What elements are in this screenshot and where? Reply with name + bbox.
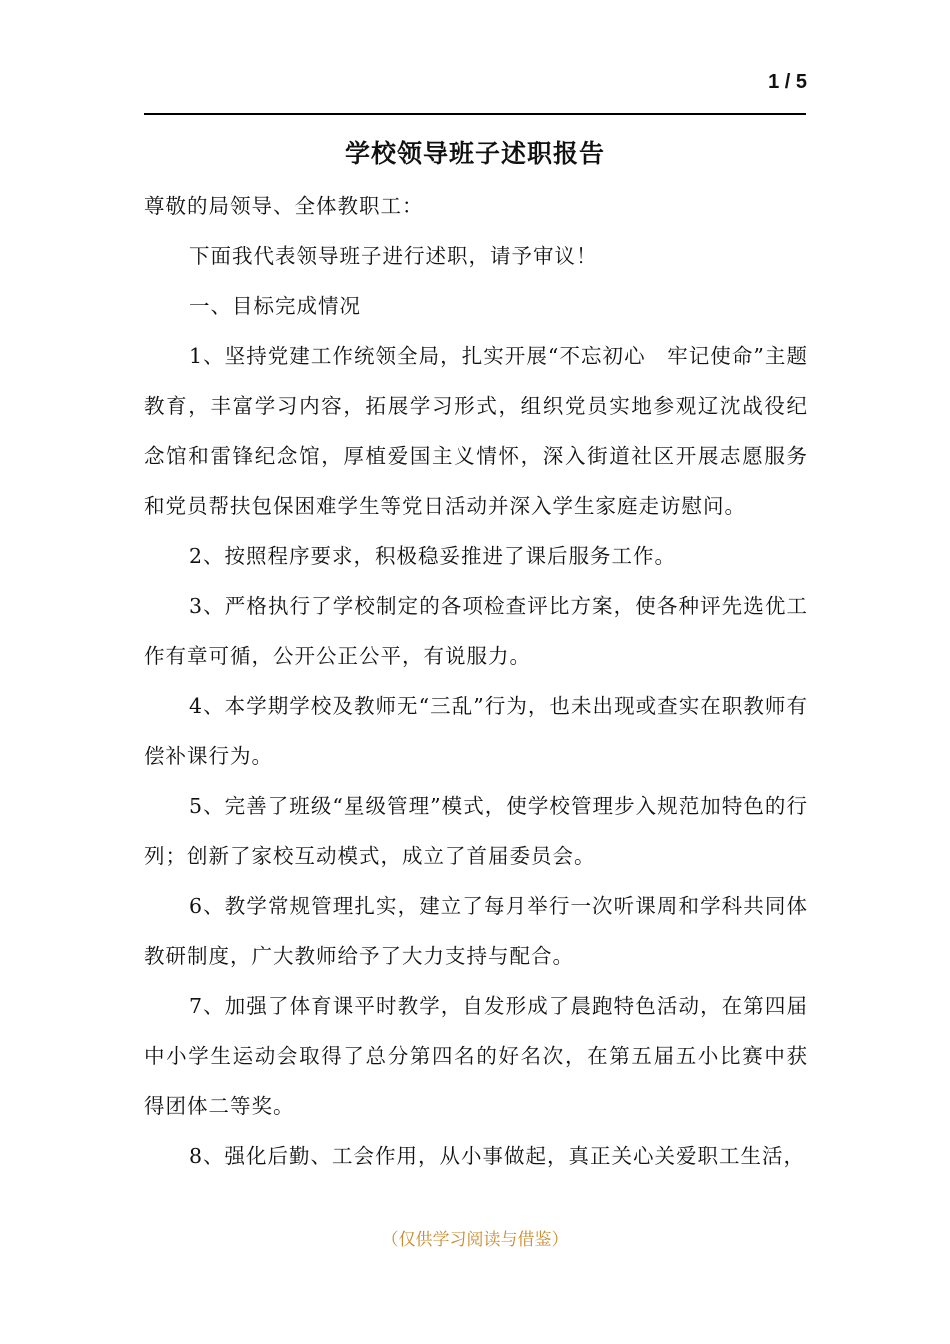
paragraph: 8、强化后勤、工会作用，从小事做起，真正关心关爱职工生活，: [189, 1144, 806, 1168]
footer-note: （仅供学习阅读与借鉴）: [381, 1230, 569, 1250]
header-divider: [144, 113, 806, 115]
paragraph: 2、按照程序要求，积极稳妥推进了课后服务工作。: [189, 544, 677, 568]
paragraph: 5、完善了班级“星级管理”模式，使学校管理步入规范加特色的行列；创新了家校互动模式，成立了首届委员会。: [144, 794, 808, 868]
paragraph: 7、加强了体育课平时教学，自发形成了晨跑特色活动，在第四届中小学生运动会取得了总分第四名的好名次，在第五届五小比赛中获得团体二等奖。: [144, 994, 808, 1118]
page-number: 1 / 5: [768, 71, 807, 93]
paragraph: 4、本学期学校及教师无“三乱”行为，也未出现或查实在职教师有偿补课行为。: [144, 694, 808, 768]
document-title: 学校领导班子述职报告: [344, 139, 605, 168]
paragraph: 1、坚持党建工作统领全局，扎实开展“不忘初心 牢记使命”主题教育，丰富学习内容，拓展学习形式，组织党员实地参观辽沈战役纪念馆和雷锋纪念馆，厚植爱国主义情怀，深入街道社区开展志愿服务和党员帮扶包保困难学生等党日活动并深入学生家庭走访慰问。: [144, 344, 808, 518]
paragraph: 3、严格执行了学校制定的各项检查评比方案，使各种评先选优工作有章可循，公开公正公平，有说服力。: [144, 594, 808, 668]
paragraph: 6、教学常规管理扎实，建立了每月举行一次听课周和学科共同体教研制度，广大教师给予了大力支持与配合。: [144, 894, 808, 968]
section-heading: 一、目标完成情况: [189, 294, 361, 318]
document-body: [144, 181, 808, 1181]
paragraph: 下面我代表领导班子进行述职，请予审议！: [189, 244, 598, 268]
paragraph-salutation: 尊敬的局领导、全体教职工：: [144, 194, 424, 218]
